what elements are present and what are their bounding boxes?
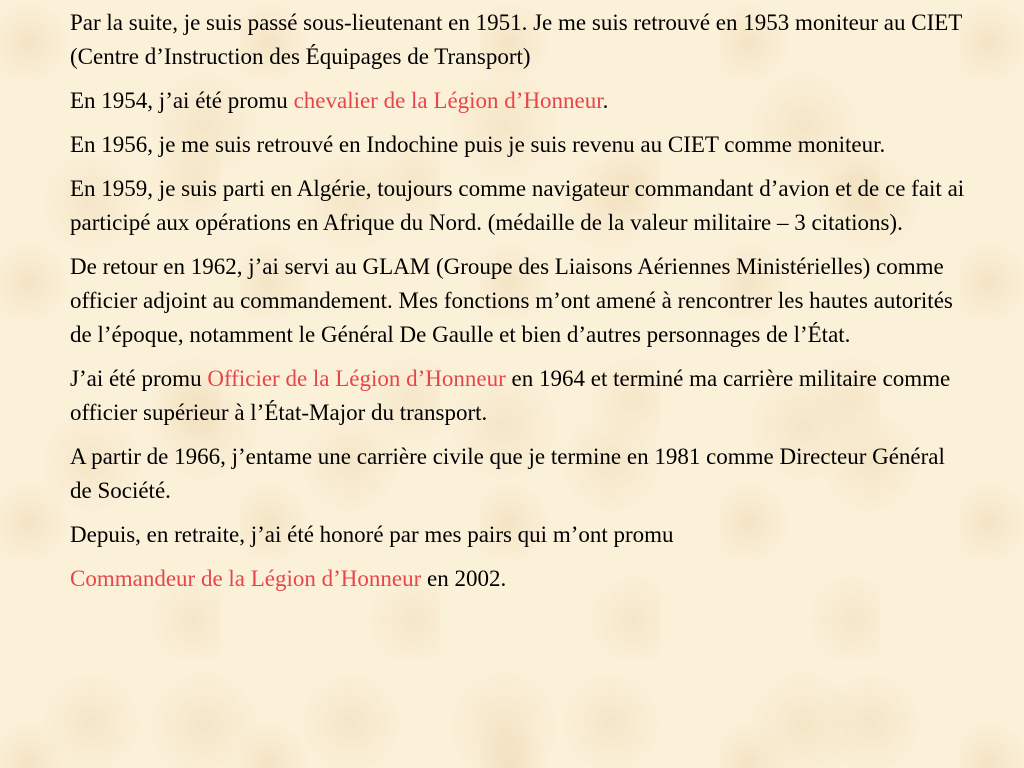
paragraph-retraite <box>70 518 970 552</box>
paragraph-glam-1962 <box>70 250 970 352</box>
paragraph-text: En 1959, je suis parti en Algérie, toujours comme navigateur commandant d’avion et de ce fait ai participé aux opérations en Afrique du Nord. (médaille de la valeur militaire – 3 citations). <box>70 176 965 235</box>
paragraph-commandeur-2002 <box>70 562 970 596</box>
paragraph-text-after: en 1964 et terminé ma carrière militaire comme officier supérieur à l’État-Major du transport. <box>70 366 951 425</box>
paragraph-civile-1966 <box>70 440 970 508</box>
paragraph-text: Par la suite, je suis passé sous-lieutenant en 1951. Je me suis retrouvé en 1953 moniteur au CIET (Centre d’Instruction des Équipages de Transport) <box>70 10 962 69</box>
paragraph-text: En 1956, je me suis retrouvé en Indochine puis je suis revenu au CIET comme moniteur. <box>70 132 886 157</box>
paragraph-algerie-1959 <box>70 172 970 240</box>
document-body <box>70 6 970 606</box>
paragraph-officier-1964 <box>70 362 970 430</box>
highlight-officier: Officier de la Légion d’Honneur <box>207 366 506 391</box>
paragraph-text: Depuis, en retraite, j’ai été honoré par mes pairs qui m’ont promu <box>70 522 674 547</box>
paragraph-text-after: . <box>602 88 609 113</box>
paragraph-text-before: En 1954, j’ai été promu <box>70 88 294 113</box>
paragraph-chevalier-1954 <box>70 84 970 118</box>
paragraph-promotion-1951 <box>70 6 970 74</box>
highlight-commandeur: Commandeur de la Légion d’Honneur <box>70 566 422 591</box>
paragraph-text-after: en 2002. <box>421 566 507 591</box>
paragraph-indochine-1956 <box>70 128 970 162</box>
paragraph-text: A partir de 1966, j’entame une carrière civile que je termine en 1981 comme Directeur Général de Société. <box>70 444 945 503</box>
paragraph-text: De retour en 1962, j’ai servi au GLAM (Groupe des Liaisons Aériennes Ministérielles) comme officier adjoint au commandement. Mes fonctions m’ont amené à rencontrer les hautes autorités de l’époque, notamment le Général De Gaulle et bien d’autres personnages de l’État. <box>70 254 953 347</box>
paragraph-text-before: J’ai été promu <box>70 366 208 391</box>
highlight-chevalier: chevalier de la Légion d’Honneur <box>293 88 603 113</box>
